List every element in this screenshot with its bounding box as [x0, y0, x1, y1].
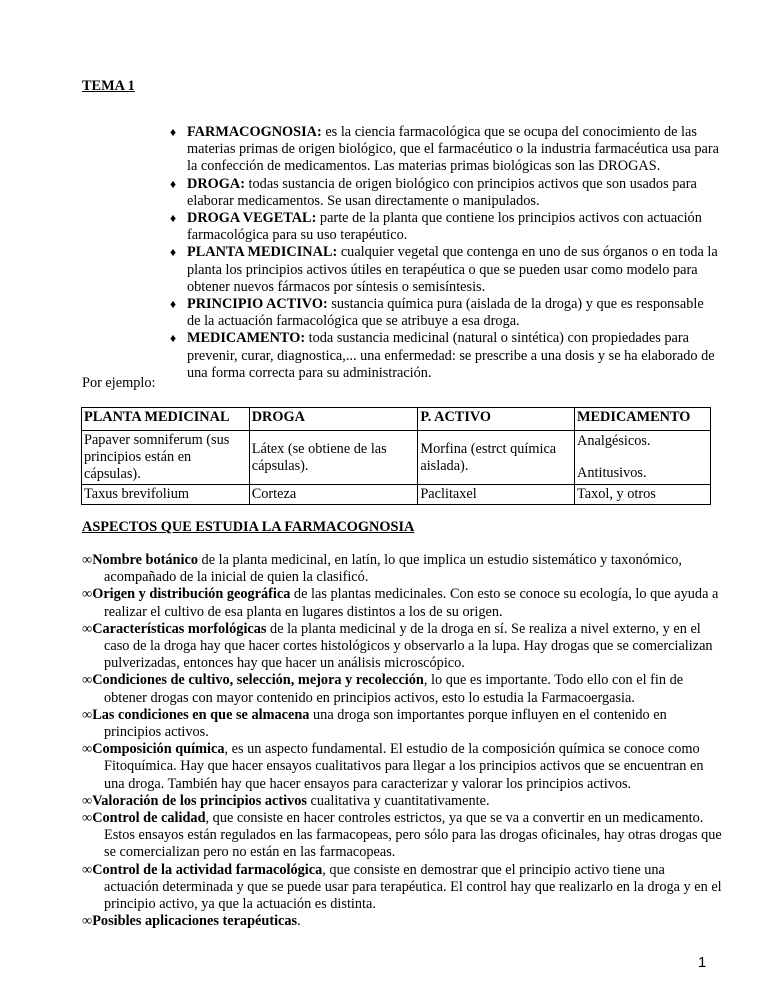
aspect-text: una droga son importantes porque influyen en el contenido en principios activos.: [104, 706, 667, 741]
definition-item: [170, 244, 720, 296]
medicamento-line: Analgésicos.: [577, 433, 651, 449]
aspect-text: , es un aspecto fundamental. El estudio de la composición química se conoce como Fitoquímica. Hay que hacer ensayos cualitativos para llegar a los principios activos que se encuentran en una droga. También hay que hacer ensayos para caracterizar y valorar los principios activos.: [104, 741, 704, 792]
table-cell: Látex (se obtiene de las cápsulas).: [249, 431, 418, 485]
table-cell: Morfina (estrct química aislada).: [418, 431, 575, 485]
infinity-bullet-icon: ∞: [82, 810, 93, 827]
definition-term: MEDICAMENTO:: [187, 330, 306, 347]
table-header-row: [82, 408, 711, 431]
aspect-text: .: [297, 913, 301, 930]
page-number: 1: [698, 954, 707, 971]
diamond-bullet-icon: ♦: [170, 211, 177, 226]
infinity-bullet-icon: ∞: [82, 913, 93, 930]
table-cell: Taxus brevifolium: [82, 485, 250, 505]
definition-term: PRINCIPIO ACTIVO:: [187, 296, 328, 313]
definition-item: [170, 124, 720, 176]
aspect-item: [82, 741, 722, 793]
table-cell: Corteza: [249, 485, 418, 505]
table-row: [82, 431, 711, 485]
definition-term: DROGA VEGETAL:: [187, 210, 317, 227]
aspect-term: Condiciones de cultivo, selección, mejora y recolección: [92, 672, 424, 689]
definition-term: DROGA:: [187, 175, 245, 192]
aspect-term: Posibles aplicaciones terapéuticas: [92, 913, 298, 930]
table-header-cell: MEDICAMENTO: [575, 408, 711, 431]
aspect-item: [82, 810, 722, 862]
aspect-item: [82, 862, 722, 914]
table-cell: [575, 431, 711, 485]
infinity-bullet-icon: ∞: [82, 792, 93, 809]
aspect-item: [82, 793, 722, 810]
table-header-cell: P. ACTIVO: [418, 408, 575, 431]
definition-text: parte de la planta que contiene los principios activos con actuación farmacológica para su uso terapéutico.: [187, 210, 702, 244]
definition-text: sustancia química pura (aislada de la droga) y que es responsable de la actuación farmacológica que se atribuye a esa droga.: [187, 296, 704, 330]
diamond-bullet-icon: ♦: [170, 245, 177, 260]
aspect-text: de la planta medicinal, en latín, lo que implica un estudio sistemático y taxonómico, acompañado de la inicial de quien la clasificó.: [104, 552, 682, 586]
table-cell: Papaver somniferum (sus principios están en cápsulas).: [82, 431, 250, 485]
aspect-item: [82, 913, 722, 930]
aspect-text: de las plantas medicinales. Con esto se conoce su ecología, lo que ayuda a realizar el cultivo de esa planta en lugares distintos a los de su origen.: [104, 586, 719, 620]
aspect-term: Nombre botánico: [92, 552, 198, 568]
aspect-term: Control de calidad: [92, 810, 206, 827]
infinity-bullet-icon: ∞: [82, 620, 93, 637]
definition-term: FARMACOGNOSIA:: [187, 124, 322, 140]
section-title: ASPECTOS QUE ESTUDIA LA FARMACOGNOSIA: [82, 519, 415, 535]
aspect-item: [82, 586, 722, 620]
table-row: [82, 485, 711, 505]
aspect-text: de la planta medicinal y de la droga en sí. Se realiza a nivel externo, y en el caso de la droga hay que hacer cortes histológicos y observarlo a la lupa. Hay drogas que se comercializan pulverizadas, entonces hay que hacer un análisis microscópico.: [104, 620, 713, 672]
definition-item: [170, 210, 720, 244]
aspect-text: , lo que es importante. Todo ello con el fin de obtener drogas con mayor contenido en principios activos, esto lo estudia la Farmacoergasia.: [104, 672, 684, 706]
aspect-item: [82, 707, 722, 741]
aspect-term: Origen y distribución geográfica: [92, 586, 291, 603]
definition-text: es la ciencia farmacológica que se ocupa del conocimiento de las materias primas de origen biológico, que el farmacéutico o la industria farmacéutica usa para la confección de medicamentos. Las materias primas biológicas son las DROGAS.: [187, 124, 719, 175]
table-header-cell: DROGA: [249, 408, 418, 431]
aspect-text: , que consiste en hacer controles estrictos, ya que se va a convertir en un medicamento. Estos ensayos están regulados en las farmacopeas, pero sólo para las drogas oficinales, hay otras drogas que se comercializan pero no están en las farmacopeas.: [104, 810, 722, 861]
page-title: TEMA 1: [82, 78, 135, 94]
diamond-bullet-icon: ♦: [170, 297, 177, 312]
diamond-bullet-icon: ♦: [170, 125, 177, 139]
aspect-item: [82, 552, 722, 586]
definition-text: cualquier vegetal que contenga en uno de sus órganos o en toda la planta los principios activos útiles en terapéutica o que se pueden usar como modelo para obtener nuevos fármacos por síntesis o semisíntesis.: [187, 244, 718, 295]
infinity-bullet-icon: ∞: [82, 552, 93, 568]
definitions-list: [170, 124, 720, 382]
infinity-bullet-icon: ∞: [82, 672, 93, 689]
example-table: [81, 407, 711, 505]
aspect-term: Control de la actividad farmacológica: [92, 861, 323, 878]
aspect-term: Composición química: [92, 741, 225, 758]
aspect-item: [82, 672, 722, 706]
aspect-item: [82, 621, 722, 673]
definition-item: [170, 296, 720, 330]
infinity-bullet-icon: ∞: [82, 706, 93, 723]
table-cell: Taxol, y otros: [575, 485, 711, 505]
infinity-bullet-icon: ∞: [82, 741, 93, 758]
aspect-text: cualitativa y cuantitativamente.: [306, 792, 490, 809]
table-cell: Paclitaxel: [418, 485, 575, 505]
diamond-bullet-icon: ♦: [170, 331, 177, 346]
infinity-bullet-icon: ∞: [82, 861, 93, 878]
aspect-term: Valoración de los principios activos: [92, 792, 307, 809]
definition-text: todas sustancia de origen biológico con principios activos que son usados para elaborar medicamentos. Se usan directamente o manipulados.: [187, 175, 697, 209]
definition-term: PLANTA MEDICINAL:: [187, 244, 338, 261]
aspects-list: [82, 552, 722, 930]
example-label: Por ejemplo:: [82, 375, 156, 391]
definition-item: [170, 176, 720, 210]
aspect-term: Características morfológicas: [92, 620, 267, 637]
definition-text: toda sustancia medicinal (natural o sintética) con propiedades para prevenir, curar, diagnostica,... una enfermedad: se prescribe a una dosis y se ha elaborado de una forma correcta para su administración.: [187, 330, 715, 381]
medicamento-line: Antitusivos.: [577, 465, 647, 481]
aspect-term: Las condiciones en que se almacena: [92, 706, 310, 723]
definition-item: [170, 330, 720, 382]
aspect-text: , que consiste en demostrar que el principio activo tiene una actuación determinada y que se puede usar para terapéutica. El control hay que realizarlo en la droga y en el principio activo, ya que la actuación es distinta.: [104, 861, 722, 913]
infinity-bullet-icon: ∞: [82, 586, 93, 603]
table-header-cell: PLANTA MEDICINAL: [82, 408, 250, 431]
diamond-bullet-icon: ♦: [170, 176, 177, 191]
